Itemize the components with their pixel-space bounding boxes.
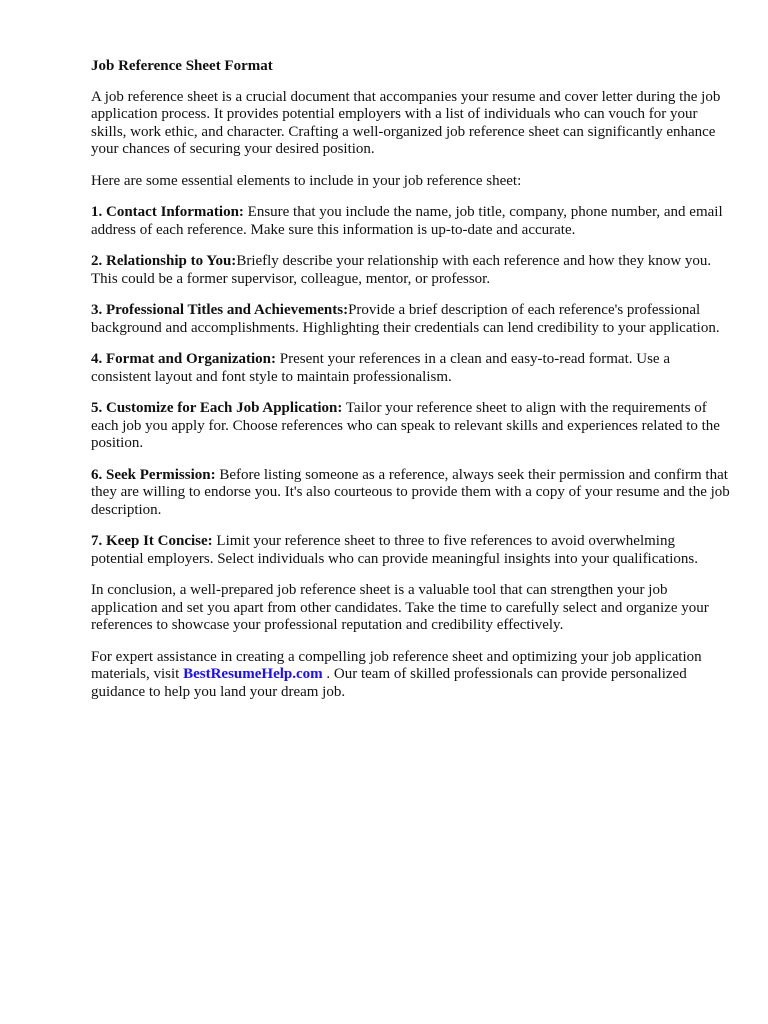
element-item-format-organization — [91, 351, 731, 386]
item-label: 5. Customize for Each Job Application: — [91, 400, 343, 416]
intro-paragraph: A job reference sheet is a crucial document that accompanies your resume and cover letter during the job application process. It provides potential employers with a list of individuals who can vouch for your skills, work ethic, and character. Crafting a well-organized job reference sheet can significantly enhance your chances of securing your desired position. — [91, 88, 721, 157]
document-page — [91, 58, 731, 715]
element-item-keep-concise — [91, 533, 731, 568]
element-item-customize — [91, 400, 731, 453]
item-label: 4. Format and Organization: — [91, 351, 276, 367]
item-text: Before listing someone as a reference, always seek their permission and confirm that they are willing to endorse you. It's also courteous to provide them with a copy of your resume and the job description. — [91, 466, 730, 518]
item-text: Provide a brief description of each reference's professional background and accomplishments. Highlighting their credentials can lend credibility to your application. — [91, 302, 720, 336]
element-item-contact-information — [91, 204, 731, 239]
lead-paragraph: Here are some essential elements to include in your job reference sheet: — [91, 172, 522, 189]
item-text: Limit your reference sheet to three to five references to avoid overwhelming potential employers. Select individuals who can provide meaningful insights into your qualifications. — [91, 533, 698, 567]
item-label: 2. Relationship to You: — [91, 253, 237, 269]
item-text: Tailor your reference sheet to align with the requirements of each job you apply for. Choose references who can speak to relevant skills and experiences related to the position. — [91, 400, 720, 451]
item-text: Briefly describe your relationship with each reference and how they know you. This could be a former supervisor, colleague, mentor, or professor. — [91, 253, 712, 287]
item-text: Present your references in a clean and easy-to-read format. Use a consistent layout and font style to maintain professionalism. — [91, 351, 670, 385]
element-item-seek-permission — [91, 467, 731, 520]
bestresumehelp-link[interactable]: BestResumeHelp.com — [183, 666, 323, 682]
element-item-professional-titles — [91, 302, 731, 337]
item-text: Ensure that you include the name, job title, company, phone number, and email address of each reference. Make sure this information is up-to-date and accurate. — [91, 204, 723, 238]
item-label: 1. Contact Information: — [91, 204, 244, 220]
item-label: 6. Seek Permission: — [91, 466, 216, 483]
closing-paragraph — [91, 649, 731, 702]
conclusion-paragraph: In conclusion, a well-prepared job reference sheet is a valuable tool that can strengthen your job application and set you apart from other candidates. Take the time to carefully select and organize your references to showcase your professional reputation and credibility effectively. — [91, 582, 709, 633]
item-label: 7. Keep It Concise: — [91, 533, 213, 549]
element-item-relationship — [91, 253, 731, 288]
closing-text-after: . Our team of skilled professionals can provide personalized guidance to help you land your dream job. — [91, 666, 687, 700]
document-title: Job Reference Sheet Format — [91, 58, 273, 74]
closing-text-before: For expert assistance in creating a compelling job reference sheet and optimizing your job application materials, visit — [91, 648, 702, 682]
item-label: 3. Professional Titles and Achievements: — [91, 302, 349, 318]
